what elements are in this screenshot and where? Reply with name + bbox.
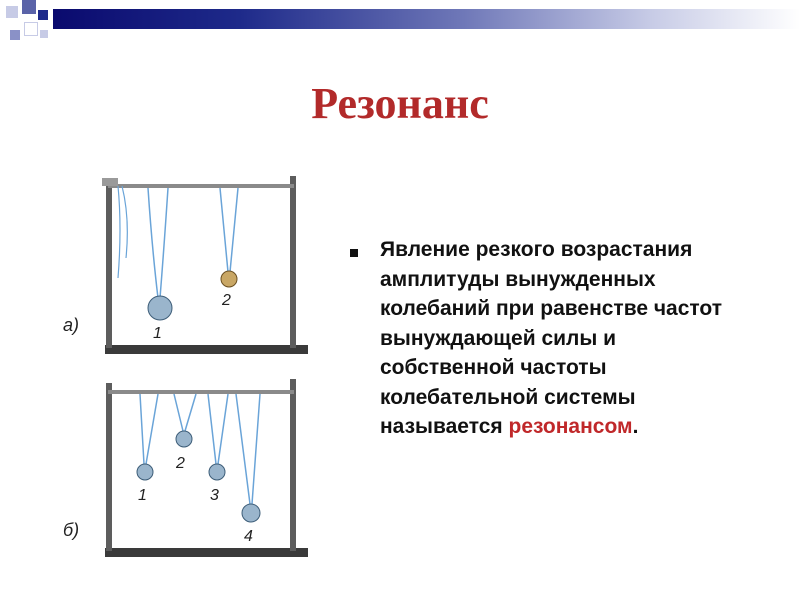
decor-square [22, 0, 36, 14]
pendulum-label-4: 4 [244, 528, 253, 545]
panel-b-bob-2 [176, 431, 192, 447]
panel-b-thread-2 [174, 394, 196, 431]
panel-b [63, 379, 308, 557]
slide-title: Резонанс [311, 79, 489, 128]
decor-square [10, 30, 20, 40]
panel-b-left-post [106, 383, 112, 551]
pendulum-label-2: 2 [222, 292, 231, 309]
panel-b-bob-3 [209, 464, 225, 480]
panel-a-crossbar [108, 184, 294, 188]
header-gradient-bar [53, 9, 800, 29]
panel-a-base [105, 345, 308, 354]
panel-b-label: б) [63, 520, 80, 540]
panel-b-crossbar [108, 390, 294, 394]
definition-period: . [632, 415, 639, 438]
pendulum-label-3: 3 [210, 487, 219, 504]
panel-b-bob-4 [242, 504, 260, 522]
pendulum-label-1: 1 [138, 487, 147, 504]
panel-b-right-post [290, 379, 296, 551]
decor-square [24, 22, 38, 36]
bullet-marker [350, 249, 358, 257]
pendulum-label-1: 1 [153, 325, 162, 342]
panel-a-thread-1 [148, 188, 168, 298]
panel-a-bob-2 [221, 271, 237, 287]
definition-body: Явление резкого возрастания амплитуды вынужденных колебаний при равенстве частот вынуждающей силы и собственной частоты колебательной системы называется [380, 238, 723, 438]
panel-a-left-post [106, 180, 112, 348]
decor-square [6, 6, 18, 18]
pendulum-label-2: 2 [176, 455, 185, 472]
panel-b-thread-1 [140, 394, 158, 464]
definition-text [380, 235, 740, 442]
panel-a-bob-1 [148, 296, 172, 320]
panel-a [63, 176, 308, 354]
panel-b-thread-4 [236, 394, 260, 504]
panel-b-thread-3 [208, 394, 228, 464]
panel-b-base [105, 548, 308, 557]
panel-a-clamp [102, 178, 118, 186]
panel-a-right-post [290, 176, 296, 348]
panel-a-loose-thread [118, 186, 127, 278]
decor-square [40, 30, 48, 38]
panel-a-thread-2 [220, 188, 238, 272]
panel-b-bob-1 [137, 464, 153, 480]
resonance-pendulum-figure [60, 168, 330, 578]
decor-square [38, 10, 48, 20]
panel-a-label: а) [63, 315, 80, 335]
slide-header-decoration [0, 0, 800, 50]
resonance-term: резонансом [508, 415, 633, 438]
